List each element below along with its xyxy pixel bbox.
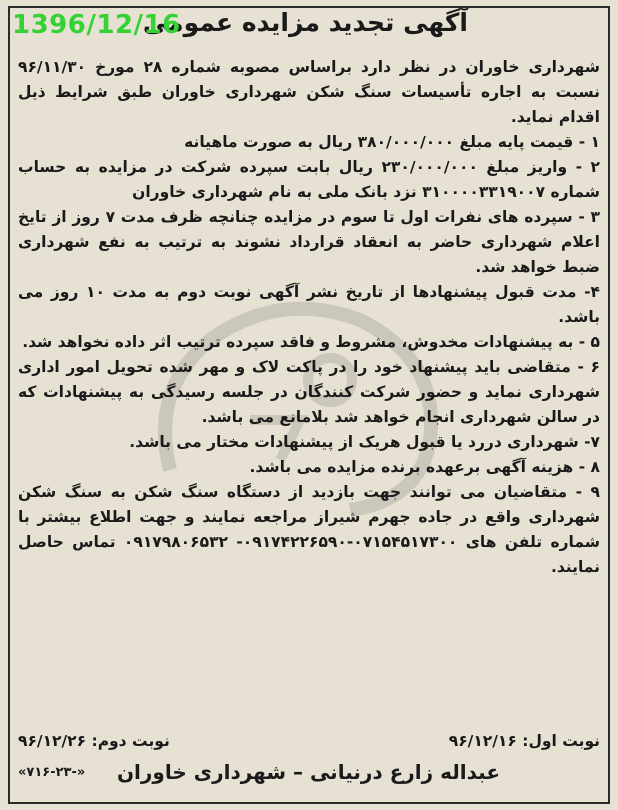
notice-item-6: ۶ - متقاضی باید پیشنهاد خود را در پاکت لاک و مهر شده تحویل امور اداری شهرداری نماید و حضور شرکت کنندگان در جلسه رسیدگی به پیشنهادات که در سالن شهرداری انجام خواهد شد بلامانع می باشد. [18, 358, 600, 426]
stamp-date: 1396/12/16 [12, 10, 181, 40]
notice-item-4: ۴- مدت قبول پیشنهادها از تاریخ نشر آگهی نوبت دوم به مدت ۱۰ روز می باشد. [18, 283, 600, 326]
notice-item-5: ۵ - به پیشنهادات مخدوش، مشروط و فاقد سپرده ترتیب اثر داده نخواهد شد. [22, 333, 600, 351]
ad-code: «۷۱۶-۲۳-» [18, 764, 86, 780]
notice-body [18, 55, 600, 580]
page-title: آگهی تجدید مزایده عمومی [142, 8, 468, 37]
signature-line [18, 760, 600, 784]
notice-item-8: ۸ - هزینه آگهی برعهده برنده مزایده می باشد. [249, 458, 600, 476]
signatory-name: عبداله زارع درنیانی – شهرداری خاوران [116, 760, 500, 784]
first-notice-date: نوبت اول: ۹۶/۱۲/۱۶ [448, 732, 600, 750]
notice-item-9: ۹ - متقاضیان می توانند جهت بازدید از دستگاه سنگ شکن به سنگ شکن شهرداری واقع در جاده جهرم شیراز مراجعه نمایند و جهت اطلاع بیشتر با شماره تلفن های ۰۷۱۵۴۵۱۷۳۰۰-۰۹۱۷۴۲۲۶۵۹۰- ۰۹۱۷۹۸۰۶۵۳۲ تماس حاصل نمایند. [18, 483, 600, 576]
notice-item-3: ۳ - سپرده های نفرات اول تا سوم در مزایده چنانچه ظرف مدت ۷ روز از تایخ اعلام شهرداری حاضر به انعقاد قرارداد نشوند به ترتیب به نفع شهرداری ضبط خواهد شد. [18, 208, 600, 276]
second-notice-date: نوبت دوم: ۹۶/۱۲/۲۶ [18, 732, 170, 750]
notice-item-2: ۲ - واریز مبلغ ۲۳۰/۰۰۰/۰۰۰ ریال بابت سپرده شرکت در مزایده به حساب شماره ۳۱۰۰۰۰۳۳۱۹۰۰۷ نزد بانک ملی به نام شهرداری خاوران [18, 158, 600, 201]
notice-item-7: ۷- شهرداری دررد یا قبول هریک از پیشنهادات مختار می باشد. [129, 433, 600, 451]
publication-dates [18, 732, 600, 750]
notice-item-1: ۱ - قیمت پایه مبلغ ۳۸۰/۰۰۰/۰۰۰ ریال به صورت ماهیانه [184, 133, 600, 151]
notice-intro: شهرداری خاوران در نظر دارد براساس مصوبه شماره ۲۸ مورخ ۹۶/۱۱/۳۰ نسبت به اجاره تأسیسات سنگ شکن شهرداری خاوران طبق شرایط ذیل اقدام نماید. [18, 58, 600, 126]
